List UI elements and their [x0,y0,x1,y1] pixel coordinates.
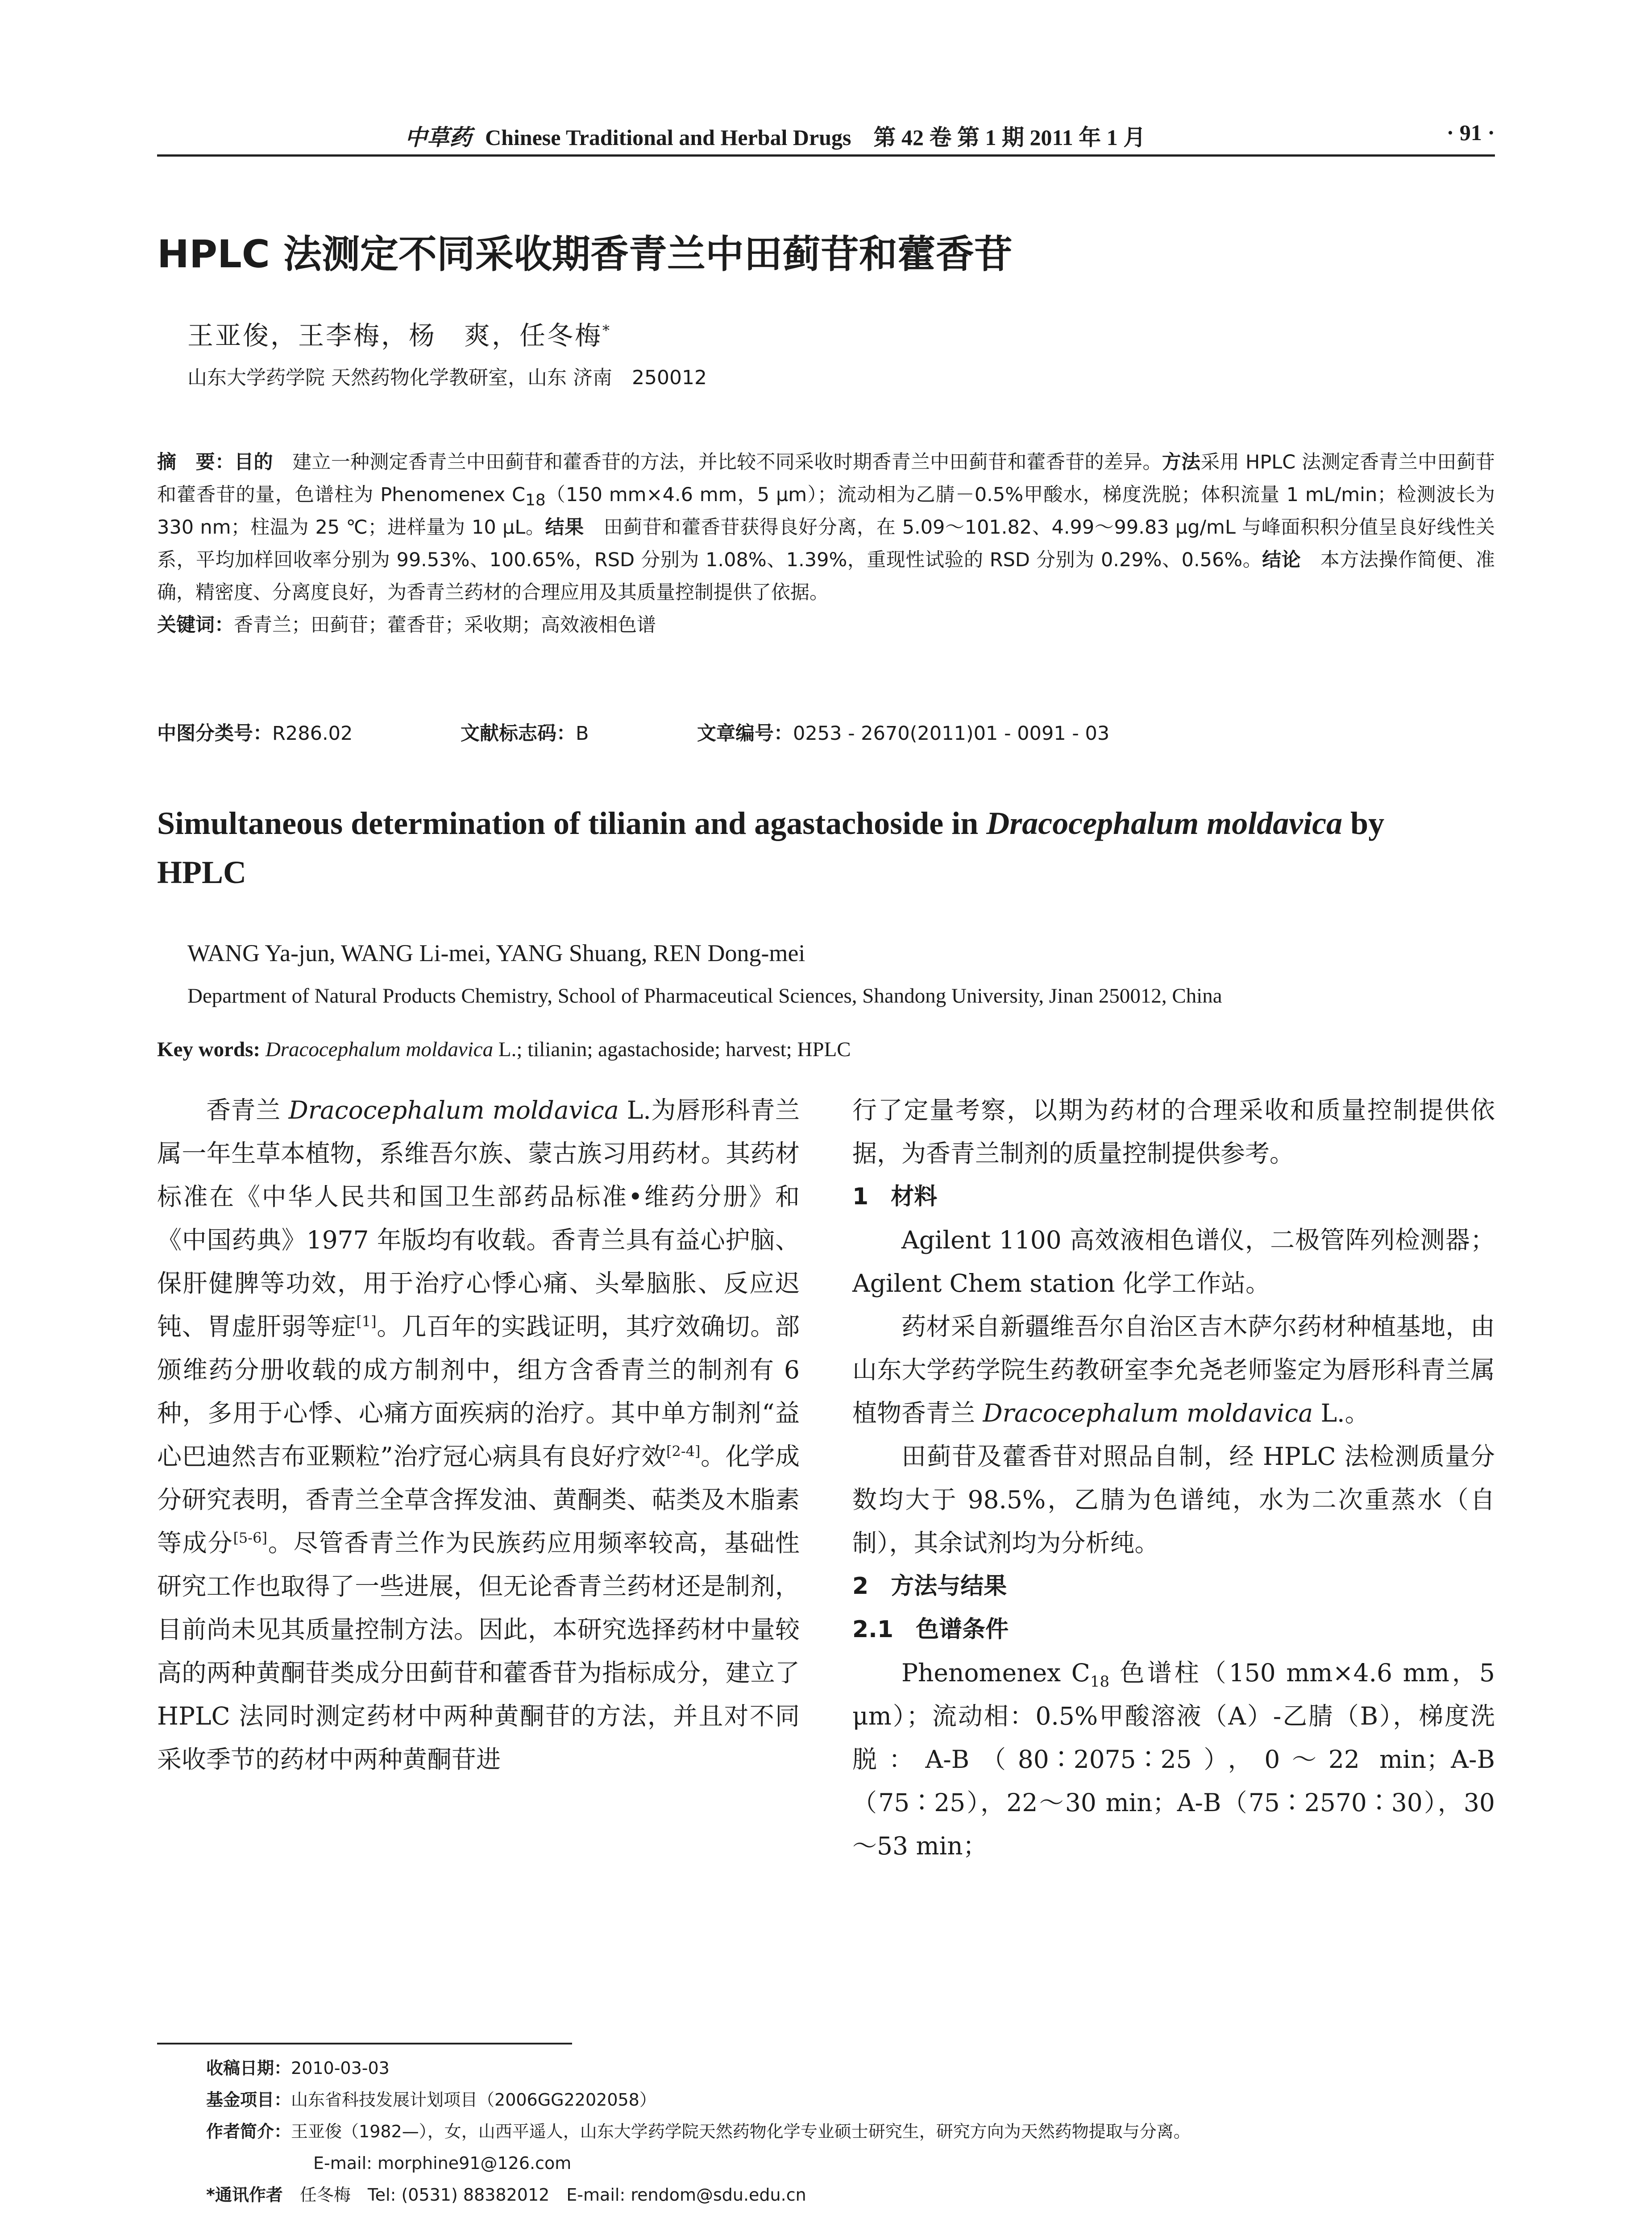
corresponding-mark: * [602,322,612,339]
authors-en: WANG Ya-jun, WANG Li-mei, YANG Shuang, REN Dong-mei [187,940,805,966]
keywords-en-label: Key words: [157,1038,261,1061]
keywords-zh [157,609,1495,642]
journal-name-en: Chinese Traditional and Herbal Drugs [485,125,851,150]
footnote-rule [157,2043,572,2044]
material-text-b: L.。 [1313,1399,1370,1427]
journal-info [405,120,1146,152]
material-species: Dracocephalum moldavica [983,1399,1313,1427]
affiliation-zh: 山东大学药学院 天然药物化学教研室，山东 济南 250012 [187,366,707,389]
method-label: 方法 [1162,451,1201,473]
corresponding-text: 任冬梅 Tel: (0531) 88382012 E-mail: rendom@sdu.edu.cn [282,2185,806,2205]
section-2-number: 2 [852,1573,869,1600]
received-date: 2010-03-03 [291,2058,390,2078]
keywords-label: 关键词： [157,614,234,636]
abstract [157,446,1495,642]
reagents-paragraph: 田蓟苷及藿香苷对照品自制，经 HPLC 法检测质量分数均大于 98.5%，乙腈为色谱纯，水为二次重蒸水（自制），其余试剂均为分析纯。 [852,1442,1495,1557]
intro-text-b: L.为唇形科青兰属一年生草本植物，系维吾尔族、蒙古族习用药材。其药材标准在《中华人民共和国卫生部药品标准•维药分册》和《中国药典》1977 年版均有收载。香青兰具有益心护脑、保肝健脾等功效，用于治疗心悸心痛、头晕脑胀、反应迟钝、胃虚肝弱等症 [157,1096,800,1341]
clc-code [157,718,461,746]
authors-zh-names: 王亚俊，王李梅，杨 爽，任冬梅 [187,320,603,351]
title-en-part2: by HPLC [157,805,1385,890]
keywords-en [157,1037,851,1062]
page-number: · 91 · [1446,120,1495,145]
bio-text: 王亚俊（1982—），女，山西平遥人，山东大学药学院天然药物化学专业硕士研究生，研究方向为天然药物提取与分离。 [291,2122,1191,2141]
intro-paragraph [157,1089,800,1781]
corresponding-label: *通讯作者 [206,2185,283,2205]
section-1-title: 材料 [891,1183,938,1210]
article-title-en [157,799,1474,897]
objective-label: 目的 [234,451,273,473]
keywords-list: 香青兰；田蓟苷；藿香苷；采收期；高效液相色谱 [234,614,656,636]
chromatography-text: 色谱柱（150 mm×4.6 mm，5 μm）；流动相：0.5%甲酸溶液（A）-乙腈（B），梯度洗脱：A-B（80∶2075∶25），0～22 min；A-B（75∶25），22～30 min；A-B（75∶2570∶30），30～53 min； [852,1659,1495,1860]
objective-text: 建立一种测定香青兰中田蓟苷和藿香苷的方法，并比较不同采收时期香青兰中田蓟苷和藿香苷的差异。 [273,451,1162,473]
section-2-1-heading [852,1608,1495,1651]
doc-code [461,718,697,746]
instruments-paragraph: Agilent 1100 高效液相色谱仪，二极管阵列检测器；Agilent Chem station 化学工作站。 [852,1226,1495,1298]
title-en-species: Dracocephalum moldavica [986,805,1343,841]
footnote-received [206,2053,1191,2084]
keywords-en-rest: L.; tilianin; agastachoside; harvest; HPLC [493,1038,851,1061]
bio-label: 作者简介： [206,2122,291,2141]
citation-3: [5-6] [233,1529,267,1547]
doc-value: B [576,722,589,745]
affiliation-en: Department of Natural Products Chemistry, School of Pharmaceutical Sciences, Shandong University, Jinan 250012, China [187,984,1222,1008]
footnote-bio [206,2116,1191,2148]
article-id-label: 文章编号： [697,722,793,745]
running-header [157,120,1495,151]
method-text-2: （150 mm×4.6 mm，5 μm）；流动相为乙腈－0.5%甲酸水，梯度洗脱；体积流量 1 mL/min；检测波长为 330 nm；柱温为 25 ℃；进样量为 10 μL。 [157,484,1495,539]
chromatography-paragraph [852,1651,1495,1868]
journal-name-zh: 中草药 [405,125,472,150]
conclusion-text: 本方法操作简便、准确，精密度、分离度良好，为香青兰药材的合理应用及其质量控制提供了依据。 [157,549,1495,604]
section-2-heading [852,1565,1495,1608]
authors-zh [187,315,611,352]
method-subscript: 18 [525,491,546,510]
citation-1: [1] [356,1313,377,1330]
footnote-bio-email: E-mail: morphine91@126.com [313,2153,572,2173]
body-column-left [157,1089,800,1781]
keywords-en-species: Dracocephalum moldavica [265,1038,494,1061]
section-1-number: 1 [852,1183,869,1210]
abstract-label: 摘 要： [157,451,235,473]
clc-label: 中图分类号： [157,722,272,745]
footnotes [206,2053,1191,2211]
article-title-zh: HPLC 法测定不同采收期香青兰中田蓟苷和藿香苷 [157,232,1013,277]
column-subscript: 18 [1090,1673,1110,1691]
footnote-corresponding [206,2179,1191,2211]
result-label: 结果 [545,516,584,539]
issue-info: 第 42 卷 第 1 期 2011 年 1 月 [873,125,1146,150]
column-name: Phenomenex C [901,1659,1090,1687]
header-rule [157,154,1495,157]
clc-value: R286.02 [272,722,353,745]
classification-row [157,718,1109,746]
title-en-part1: Simultaneous determination of tilianin and agastachoside in [157,805,987,841]
section-2-title: 方法与结果 [891,1573,1007,1600]
intro-continued: 行了定量考察，以期为药材的合理采收和质量控制提供依据，为香青兰制剂的质量控制提供参考。 [852,1096,1495,1168]
material-source-paragraph [852,1305,1495,1435]
conclusion-label: 结论 [1262,549,1301,571]
result-text: 田蓟苷和藿香苷获得良好分离，在 5.09～101.82、4.99～99.83 μg/mL 与峰面积积分值呈良好线性关系，平均加样回收率分别为 99.53%、100.65%，RSD 分别为 1.08%、1.39%，重现性试验的 RSD 分别为 0.29%、0.56%。 [157,516,1495,571]
article-id [697,718,1109,746]
footnote-fund [206,2084,1191,2116]
abstract-body [157,446,1495,609]
intro-text-d: 。化学成分研究表明，香青兰全草含挥发油、黄酮类、萜类及木脂素等成分 [157,1442,800,1557]
article-id-value: 0253 - 2670(2011)01 - 0091 - 03 [793,722,1110,745]
fund-text: 山东省科技发展计划项目（2006GG2202058） [291,2090,656,2110]
received-label: 收稿日期： [206,2058,291,2078]
intro-species: Dracocephalum moldavica [288,1096,619,1124]
body-column-right [852,1089,1495,1868]
fund-label: 基金项目： [206,2090,291,2110]
method-text-1: 采用 HPLC 法测定香青兰中田蓟苷和藿香苷的量，色谱柱为 Phenomenex C [157,451,1495,506]
doc-label: 文献标志码： [461,722,576,745]
intro-text-a: 香青兰 [206,1096,289,1124]
section-2-1-number: 2.1 [852,1616,894,1643]
section-1-heading [852,1175,1495,1219]
section-2-1-title: 色谱条件 [916,1616,1009,1643]
citation-2: [2-4] [666,1443,701,1460]
intro-text-c: 。几百年的实践证明，其疗效确切。部颁维药分册收载的成方制剂中，组方含香青兰的制剂有 6 种，多用于心悸、心痛方面疾病的治疗。其中单方制剂“益心巴迪然吉布亚颗粒”治疗冠心病具有良好疗效 [157,1312,800,1471]
material-text-a: 药材采自新疆维吾尔自治区吉木萨尔药材种植基地，由山东大学药学院生药教研室李允尧老师鉴定为唇形科青兰属植物香青兰 [852,1312,1495,1427]
intro-text-e: 。尽管香青兰作为民族药应用频率较高，基础性研究工作也取得了一些进展，但无论香青兰药材还是制剂，目前尚未见其质量控制方法。因此，本研究选择药材中量较高的两种黄酮苷类成分田蓟苷和藿香苷为指标成分，建立了 HPLC 法同时测定药材中两种黄酮苷的方法，并且对不同采收季节的药材中两种黄酮苷进 [157,1529,800,1774]
